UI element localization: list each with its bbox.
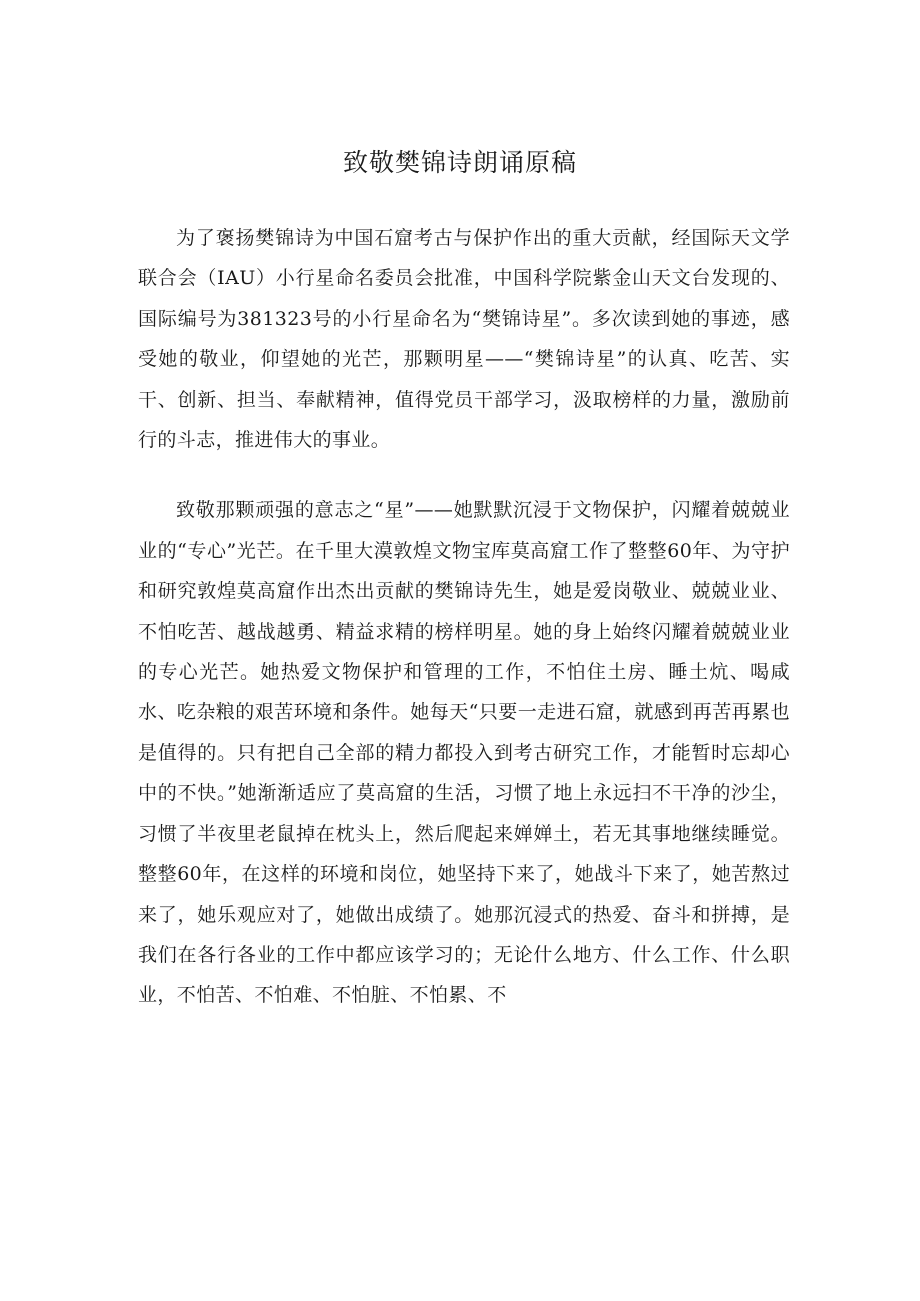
- document-body: [138, 218, 790, 1016]
- paragraph-star-will: 致敬那颗顽强的意志之“星”——她默默沉浸于文物保护，闪耀着兢兢业业的“专心”光芒。在千里大漠敦煌文物宝库莫高窟工作了整整60年、为守护和研究敦煌莫高窟作出杰出贡献的樊锦诗先生，她是爱岗敬业、兢兢业业、不怕吃苦、越战越勇、精益求精的榜样明星。她的身上始终闪耀着兢兢业业的专心光芒。她热爱文物保护和管理的工作，不怕住土房、睡土炕、喝咸水、吃杂粮的艰苦环境和条件。她每天“只要一走进石窟，就感到再苦再累也是值得的。只有把自己全部的精力都投入到考古研究工作，才能暂时忘却心中的不快。”她渐渐适应了莫高窟的生活，习惯了地上永远扫不干净的沙尘，习惯了半夜里老鼠掉在枕头上，然后爬起来婵婵土，若无其事地继续睡觉。整整60年，在这样的环境和岗位，她坚持下来了，她战斗下来了，她苦熬过来了，她乐观应对了，她做出成绩了。她那沉浸式的热爱、奋斗和拼搏，是我们在各行各业的工作中都应该学习的；无论什么地方、什么工作、什么职业，不怕苦、不怕难、不怕脏、不怕累、不: [138, 499, 790, 1007]
- document-title: 致敬樊锦诗朗诵原稿: [342, 148, 577, 177]
- paragraph-intro: 为了褒扬樊锦诗为中国石窟考古与保护作出的重大贡献，经国际天文学联合会（IAU）小行星命名委员会批准，中国科学院紫金山天文台发现的、国际编号为381323号的小行星命名为“樊锦诗星”。多次读到她的事迹，感受她的敬业，仰望她的光芒，那颗明星——“樊锦诗星”的认真、吃苦、实干、创新、担当、奉献精神，值得党员干部学习，汲取榜样的力量，激励前行的斗志，推进伟大的事业。: [138, 227, 790, 452]
